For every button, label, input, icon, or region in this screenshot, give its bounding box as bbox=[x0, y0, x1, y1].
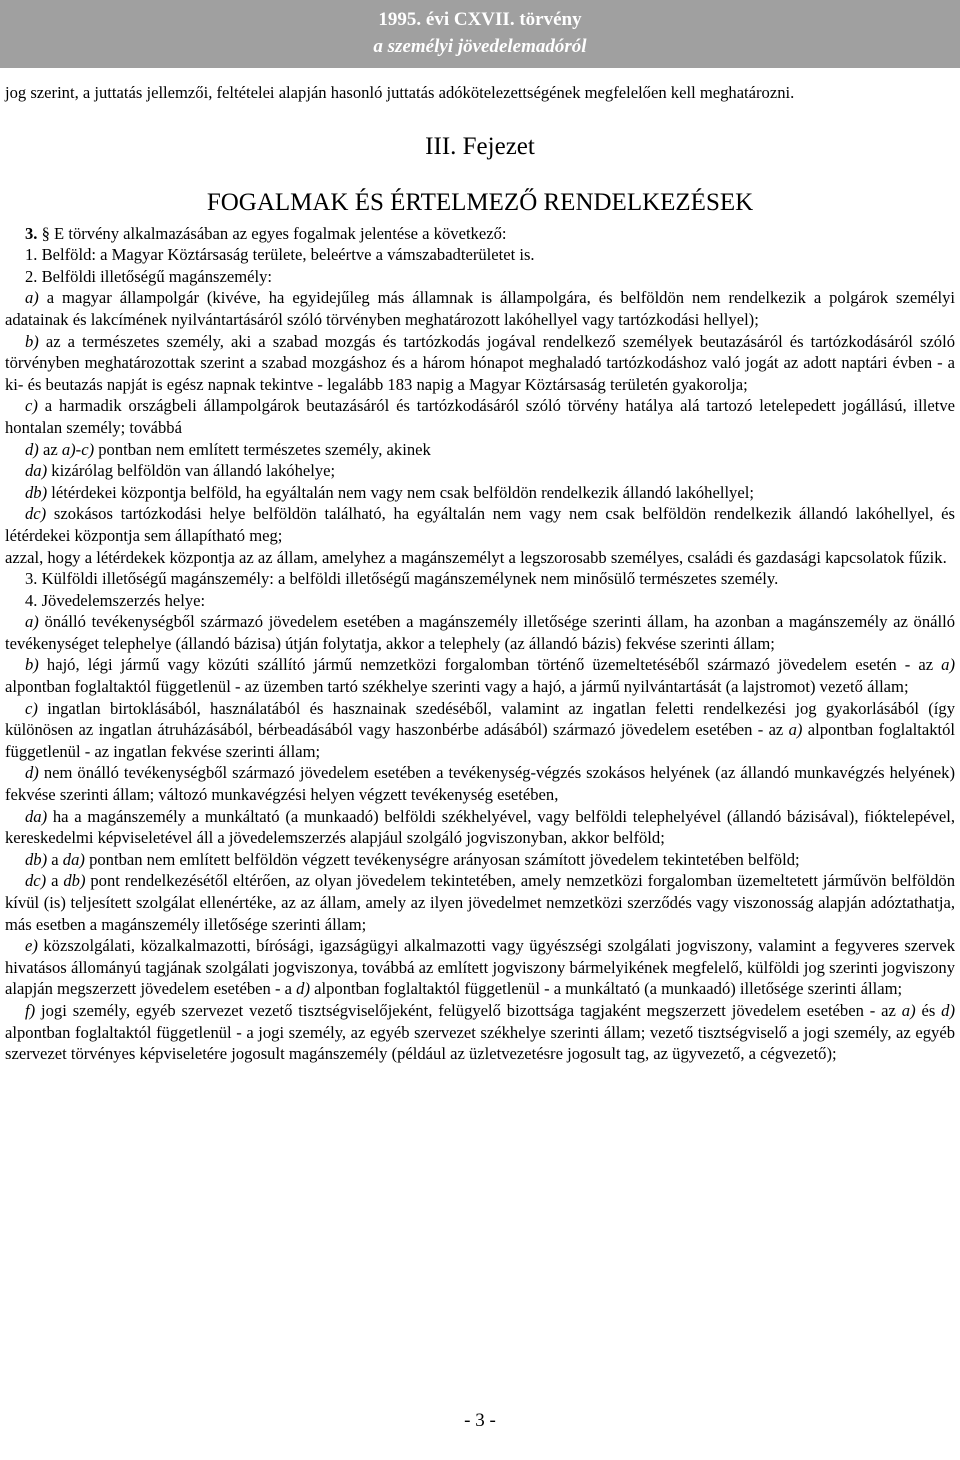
text: a bbox=[46, 871, 64, 891]
point-2a bbox=[5, 287, 955, 330]
label: e) bbox=[25, 936, 38, 956]
label: d) bbox=[25, 439, 39, 459]
point-4da bbox=[5, 806, 955, 849]
label: da) bbox=[25, 806, 48, 826]
label: c) bbox=[25, 698, 38, 718]
text: önálló tevékenységből származó jövedelem esetében a magánszemély illetősége szerinti állam, ha azonban a magánszemély az önálló tevékenységet telephelye (állandó bázisa) útján folytatja, akkor a telephely (az állandó bázis) fekvése szerinti állam; bbox=[5, 612, 955, 653]
point-3: 3. Külföldi illetőségű magánszemély: a belföldi illetőségű magánszemélynek nem minősülő természetes személy. bbox=[25, 569, 779, 589]
reference: a) bbox=[788, 720, 803, 740]
label: dc) bbox=[25, 504, 47, 524]
text: jogi személy, egyéb szervezet vezető tisztségviselőjeként, felügyelő bizottsága tagjaként megszerzett jövedelem esetében - az bbox=[35, 1000, 902, 1020]
label: da) bbox=[25, 461, 48, 481]
intro-paragraph: jog szerint, a juttatás jellemzői, feltételei alapján hasonló juttatás adókötelezettségének megfelelően kell meghatározni. bbox=[5, 83, 795, 102]
document-header bbox=[0, 0, 960, 68]
text: létérdekei központja belföld, ha egyáltalán nem vagy nem csak belföldön rendelkezik állandó lakóhellyel; bbox=[47, 482, 754, 502]
point-4e bbox=[5, 935, 955, 1000]
chapter-title: FOGALMAK ÉS ÉRTELMEZŐ RENDELKEZÉSEK bbox=[206, 188, 754, 216]
label: db) bbox=[25, 482, 48, 502]
reference: a) bbox=[901, 1000, 916, 1020]
label: f) bbox=[25, 1000, 36, 1020]
point-4c bbox=[5, 698, 955, 763]
section-sign: § bbox=[41, 223, 50, 243]
label: db) bbox=[25, 849, 48, 869]
text: a bbox=[47, 849, 63, 869]
section-3-intro bbox=[5, 223, 955, 245]
label: a) bbox=[25, 288, 39, 308]
point-1: 1. Belföld: a Magyar Köztársaság területe, beleértve a vámszabadterületet is. bbox=[25, 245, 535, 265]
point-2: 2. Belföldi illetőségű magánszemély: bbox=[25, 266, 273, 286]
point-4f bbox=[5, 1000, 955, 1065]
label: d) bbox=[25, 763, 39, 783]
law-title: 1995. évi CXVII. törvény bbox=[378, 9, 582, 30]
text: nem önálló tevékenységből származó jövedelem esetében a tevékenység-végzés szokásos helyének (az állandó munkavégzés helyének) fekvése szerinti állam; változó munkavégzési helyen végzett tevékenység esetében, bbox=[5, 763, 955, 805]
text: pontban nem említett természetes személy, akinek bbox=[94, 439, 431, 459]
point-2-closing: azzal, hogy a létérdekek központja az az állam, amelyhez a magánszemélyt a legszorosabb személyes, családi és gazdasági kapcsolatok fűzik. bbox=[5, 547, 947, 567]
section-text: E törvény alkalmazásában az egyes fogalmak jelentése a következő: bbox=[49, 223, 507, 243]
reference: d) bbox=[941, 1000, 955, 1020]
point-4: 4. Jövedelemszerzés helye: bbox=[25, 590, 206, 610]
point-2db bbox=[5, 482, 955, 504]
text: hajó, légi jármű vagy közúti szállító jármű nemzetközi forgalomban történő üzemeltetéséből származó jövedelem esetén - az bbox=[38, 655, 942, 675]
text: az bbox=[38, 439, 62, 459]
document-body bbox=[5, 82, 955, 1065]
point-4dc bbox=[5, 870, 955, 935]
text: a magyar állampolgár (kivéve, ha egyidejűleg más államnak is állampolgára, és belföldön nem rendelkezik a polgárok személyi adatainak és lakcímének nyilvántartásáról szóló törvényben meghatározott lakóhellyel vagy tartózkodási hellyel); bbox=[5, 288, 955, 329]
text: az a természetes személy, aki a szabad mozgás és tartózkodás jogával rendelkező személyek beutazásáról és tartózkodásáról szóló törvényben meghatározottak szerint a szabad mozgáshoz és a három hónapot meghaladó tartózkodáshoz való jogát az adott naptári évben - a ki- és beutazás napját is egész napnak tekintve - legalább 183 napig a Magyar Köztársaság területén gyakorolja; bbox=[5, 331, 955, 394]
text: és bbox=[915, 1000, 942, 1020]
label: dc) bbox=[25, 871, 47, 891]
point-4db bbox=[5, 849, 955, 871]
text: ha a magánszemély a munkáltató (a munkaadó) belföldi székhelyével, vagy belföldi telephelyével (állandó bázisával), fióktelepével, kereskedelmi képviseletével áll a jövedelemszerzés alapjául szolgáló jogviszonyban, akkor belföld; bbox=[5, 806, 955, 848]
text: pont rendelkezésétől eltérően, az olyan jövedelem tekintetében, amely nemzetközi forgalomban üzemeltetett járművön belföldön kívül (is) teljesített szolgálat ellenértéke, az az állam, amely az ilyen jövedelmet nemzetközi szerződés vagy viszonosság alapján adóztathatja, más esetben a magánszemély illetősége szerinti állam; bbox=[5, 871, 955, 934]
point-4d bbox=[5, 762, 955, 805]
label: b) bbox=[25, 655, 39, 675]
text: alpontban foglaltaktól függetlenül - a munkáltató (a munkaadó) illetősége szerinti állam; bbox=[310, 979, 903, 999]
point-2dc bbox=[5, 503, 955, 546]
label: b) bbox=[25, 331, 39, 351]
text: szokásos tartózkodási helye belföldön található, ha egyáltalán nem vagy nem csak belföldön rendelkezik állandó lakóhellyel, és létérdekei központja sem állapítható meg; bbox=[5, 504, 955, 545]
text: ingatlan birtoklásából, használatából és hasznainak szedéséből, valamint az ingatlan feletti rendelkezési jog gyakorlásából (így különösen az ingatlan átruházásából, bérbeadásából vagy haszonbérbe adásából) származó jövedelem esetében - az bbox=[5, 698, 955, 740]
point-4b bbox=[5, 654, 955, 697]
label: a) bbox=[25, 612, 39, 632]
reference: a)-c) bbox=[61, 439, 95, 459]
text: a harmadik országbeli állampolgárok beutazásáról és tartózkodásáról szóló törvény hatálya alá tartozó letelepedett jogállású, illetve hontalan személy; továbbá bbox=[5, 396, 955, 437]
text: kizárólag belföldön van állandó lakóhelye; bbox=[47, 461, 336, 481]
text: alpontban foglaltaktól függetlenül - a jogi személy, az egyéb szervezet székhelye szerinti állam; vezető tisztségviselő a jogi személy, az egyéb szervezet törvényes képviseletére jogosult magánszemély (például az üzletvezetésre jogosult tag, az ügyvezető, a cégvezető); bbox=[5, 1022, 955, 1064]
label: c) bbox=[25, 396, 38, 416]
law-subtitle: a személyi jövedelemadóról bbox=[373, 36, 587, 57]
point-4a bbox=[5, 611, 955, 654]
point-2da bbox=[5, 460, 955, 482]
point-2b bbox=[5, 331, 955, 396]
reference: db) bbox=[63, 871, 86, 891]
point-2d bbox=[5, 439, 955, 461]
section-number: 3. bbox=[25, 223, 38, 243]
text: közszolgálati, közalkalmazotti, bírósági, igazságügyi alkalmazotti vagy ügyészségi szolgálati jogviszony, valamint a fegyveres szervek hivatásos állományú tagjának szolgálati jogviszonya, továbbá az említett jogviszony bármelyikének megfelelő, külföldi jog szerinti jogviszony alapján megszerzett jövedelem esetében - a bbox=[5, 936, 955, 999]
page-number: - 3 - bbox=[464, 1410, 496, 1431]
text: alpontban foglaltaktól függetlenül - az ingatlan fekvése szerinti állam; bbox=[5, 720, 956, 761]
point-2c bbox=[5, 395, 955, 438]
reference: da) bbox=[62, 849, 85, 869]
chapter-number: III. Fejezet bbox=[425, 132, 535, 160]
reference: d) bbox=[296, 979, 310, 999]
reference: a) bbox=[941, 655, 955, 675]
text: alpontban foglaltaktól függetlenül - az üzemben tartó székhelye szerinti vagy a hajó, a jármű nyilvántartását (a lajstromot) vezető állam; bbox=[5, 677, 909, 697]
text: pontban nem említett belföldön végzett tevékenységre arányosan számított jövedelem tekintetében belföld; bbox=[84, 849, 800, 869]
